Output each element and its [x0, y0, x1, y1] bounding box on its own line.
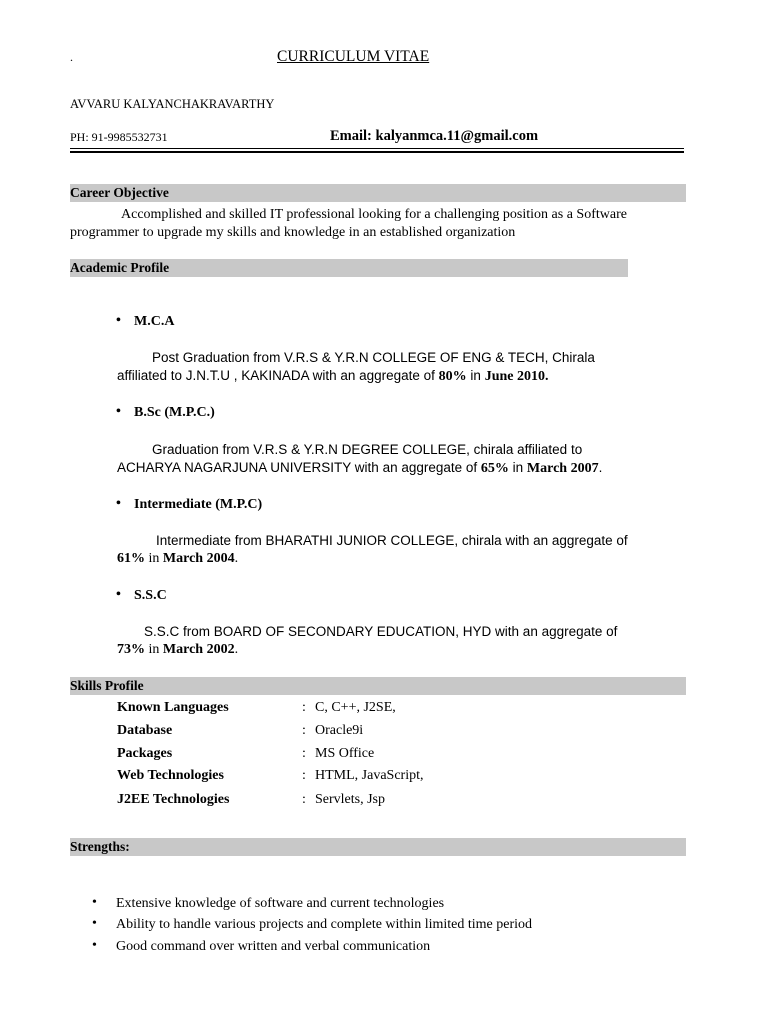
degree-ssc-date: March 2002: [162, 642, 235, 657]
skill-colon: :: [302, 700, 306, 715]
degree-bsc: [118, 405, 215, 421]
degree-mca: [118, 314, 174, 330]
academic-profile-bar: [70, 259, 628, 277]
header-dot: .: [70, 50, 73, 64]
skill-colon: :: [302, 723, 306, 738]
degree-label: B.Sc (M.P.C.): [134, 405, 215, 420]
bullet-icon: •: [92, 916, 97, 931]
skill-value-web: HTML, JavaScript,: [315, 768, 424, 783]
degree-intermediate-line-2: 61% in March 2004.: [117, 551, 239, 566]
degree-intermediate-line-1: Intermediate from BHARATHI JUNIOR COLLEGE, chirala with an aggregate of: [156, 533, 628, 548]
degree-label: S.S.C: [134, 588, 167, 603]
degree-ssc-line-2: 73% in March 2002.: [117, 642, 239, 657]
degree-mca-line-2: affiliated to J.N.T.U , KAKINADA with an aggregate of 80% in June 2010.: [117, 368, 549, 384]
resume-page: . CURRICULUM VITAE AVVARU KALYANCHAKRAVARTHY PH: 91-9985532731 Email: kalyanmca.11@gmail.com Career Objective Accomplished and skilled IT professional looking for a challenging position as a Software programmer to upgrade my skills and knowledge in an established organization Academic Profile • M.C.A Post Graduation from V.R.S & Y.R.N COLLEGE OF ENG & TECH, Chirala affiliated to J.N.T.U , KAKINADA with an aggregate of 80% in June 2010. • B.Sc (M.P.C.) Graduation from V.R.S & Y.R.N DEGREE COLLEGE, chirala affiliated to ACHARYA NAGARJUNA UNIVERSITY with an aggregate of 65% in March 2007. • Intermediate (M.P.C) Intermediate from BHARATHI JUNIOR COLLEGE, chirala with an aggregate of 61% in March 2004. • S.S.C S.S.C from BOARD OF SECONDARY EDUCATION, HYD with an aggregate of 73% in March 2002. Skills Profile Known Languages : C, C++, J2SE, Database : Oracle9i Packages : MS Office Web Technologies : HTML, JavaScript, J2EE Technologies : Servlets, Jsp Strengths: • Extensive knowledge of software and current technologies • Ability to handle various projects and complete within limited time period • Good command over written and verbal communication: [0, 0, 768, 1024]
bullet-icon: •: [92, 895, 97, 910]
skill-value-j2ee: Servlets, Jsp: [315, 792, 385, 807]
degree-mca-percent: 80%: [438, 369, 467, 384]
skill-key-j2ee: J2EE Technologies: [117, 792, 230, 807]
career-objective-line-1: Accomplished and skilled IT professional looking for a challenging position as a Software: [121, 207, 627, 222]
header-rule-thick: [70, 151, 684, 153]
strengths-bar: [70, 838, 686, 856]
skill-value-database: Oracle9i: [315, 723, 364, 738]
degree-ssc: [118, 588, 167, 604]
career-objective-line-2: programmer to upgrade my skills and knowledge in an established organization: [70, 225, 516, 240]
career-objective-heading: Career Objective: [70, 185, 169, 200]
skills-profile-bar: [70, 677, 686, 695]
bullet-icon: •: [92, 938, 97, 953]
skill-colon: :: [302, 768, 306, 783]
degree-label: M.C.A: [134, 314, 175, 329]
degree-ssc-line-1: S.S.C from BOARD OF SECONDARY EDUCATION, HYD with an aggregate of: [144, 624, 618, 639]
degree-bsc-date: March 2007: [526, 461, 599, 476]
degree-intermediate: [118, 497, 262, 513]
academic-profile-heading: Academic Profile: [70, 260, 175, 276]
email-address: Email: kalyanmca.11@gmail.com: [330, 128, 539, 144]
candidate-name: AVVARU KALYANCHAKRAVARTHY: [70, 97, 275, 111]
skills-profile-heading: Skills Profile: [70, 678, 144, 693]
degree-mca-line-1: Post Graduation from V.R.S & Y.R.N COLLEGE OF ENG & TECH, Chirala: [152, 350, 595, 365]
bullet-icon: •: [116, 313, 121, 328]
skill-value-packages: MS Office: [315, 746, 375, 761]
degree-intermediate-percent: 61%: [117, 551, 145, 566]
degree-bsc-percent: 65%: [480, 461, 509, 476]
skill-colon: :: [302, 746, 306, 761]
bullet-icon: •: [116, 404, 121, 419]
degree-ssc-percent: 73%: [117, 642, 145, 657]
skill-colon: :: [302, 792, 306, 807]
phone-number: PH: 91-9985532731: [70, 130, 168, 144]
bullet-icon: •: [116, 587, 121, 602]
skill-key-packages: Packages: [117, 746, 173, 761]
degree-intermediate-date: March 2004: [162, 551, 235, 566]
degree-label: Intermediate (M.P.C): [134, 497, 263, 512]
strengths-heading: Strengths:: [70, 839, 130, 854]
header-rule-thin: [70, 148, 684, 149]
document-title: CURRICULUM VITAE: [277, 48, 430, 65]
degree-bsc-line-1: Graduation from V.R.S & Y.R.N DEGREE COLLEGE, chirala affiliated to: [152, 442, 583, 457]
bullet-icon: •: [116, 496, 121, 511]
skill-key-languages: Known Languages: [117, 700, 229, 715]
skill-key-web: Web Technologies: [117, 768, 224, 783]
degree-bsc-line-2: ACHARYA NAGARJUNA UNIVERSITY with an aggregate of 65% in March 2007.: [117, 460, 603, 476]
skill-key-database: Database: [117, 723, 173, 738]
degree-mca-date: June 2010.: [484, 369, 549, 384]
career-objective-bar: [70, 184, 686, 202]
skill-value-languages: C, C++, J2SE,: [315, 700, 396, 715]
